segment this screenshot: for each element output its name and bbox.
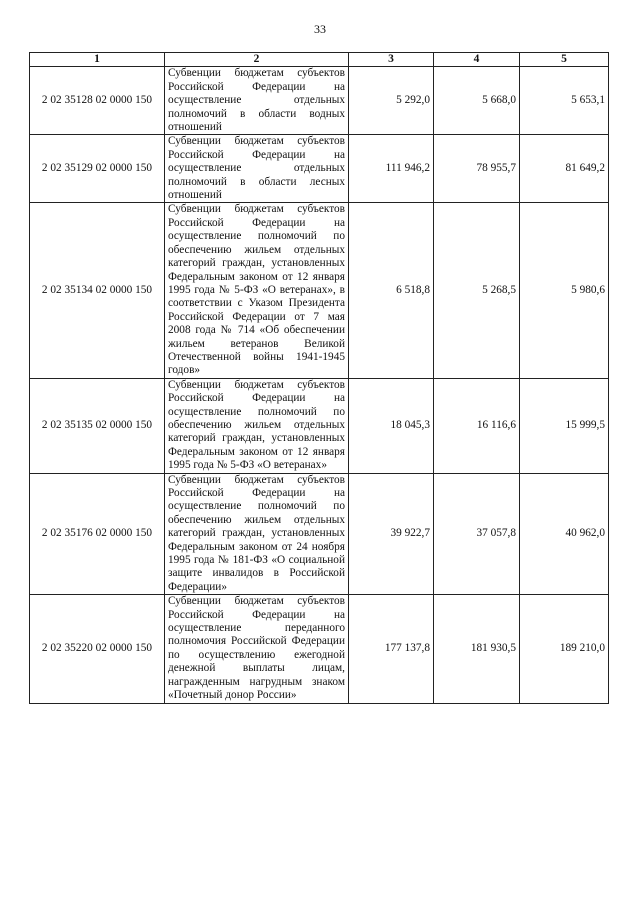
budget-table (29, 52, 609, 704)
column-header-5: 5 (520, 53, 609, 67)
value-column-5: 189 210,0 (520, 595, 609, 703)
row-description: Субвенции бюджетам субъектов Российской Федерации на осуществление отдельных полномочий в области лесных отношений (165, 135, 349, 203)
budget-code: 2 02 35128 02 0000 150 (30, 67, 165, 135)
budget-code: 2 02 35134 02 0000 150 (30, 203, 165, 378)
table-header-row (30, 53, 609, 67)
budget-code: 2 02 35135 02 0000 150 (30, 378, 165, 473)
column-header-4: 4 (434, 53, 520, 67)
value-column-3: 5 292,0 (349, 67, 434, 135)
value-column-4: 37 057,8 (434, 473, 520, 595)
row-description: Субвенции бюджетам субъектов Российской Федерации на осуществление полномочий по обеспечению жильем отдельных категорий граждан, установленных Федеральным законом от 12 января 1995 года № 5-ФЗ «О ветеранах» (165, 378, 349, 473)
table-row (30, 67, 609, 135)
row-description: Субвенции бюджетам субъектов Российской Федерации на осуществление полномочий по обеспечению жильем отдельных категорий граждан, установленных Федеральным законом от 12 января 1995 года № 5-ФЗ «О ветеранах», в соответствии с Указом Президента Российской Федерации от 7 мая 2008 года № 714 «Об обеспечении жильем ветеранов Великой Отечественной войны 1941-1945 годов» (165, 203, 349, 378)
row-description: Субвенции бюджетам субъектов Российской Федерации на осуществление отдельных полномочий в области водных отношений (165, 67, 349, 135)
value-column-5: 40 962,0 (520, 473, 609, 595)
value-column-4: 181 930,5 (434, 595, 520, 703)
value-column-3: 6 518,8 (349, 203, 434, 378)
table-row (30, 378, 609, 473)
row-description: Субвенции бюджетам субъектов Российской Федерации на осуществление переданного полномочия Российской Федерации по осуществлению ежегодной денежной выплаты лицам, награжденным нагрудным знаком «Почетный донор России» (165, 595, 349, 703)
value-column-3: 39 922,7 (349, 473, 434, 595)
value-column-5: 81 649,2 (520, 135, 609, 203)
value-column-4: 5 668,0 (434, 67, 520, 135)
value-column-3: 18 045,3 (349, 378, 434, 473)
table-row (30, 595, 609, 703)
value-column-5: 15 999,5 (520, 378, 609, 473)
value-column-4: 5 268,5 (434, 203, 520, 378)
budget-code: 2 02 35129 02 0000 150 (30, 135, 165, 203)
value-column-5: 5 653,1 (520, 67, 609, 135)
value-column-3: 111 946,2 (349, 135, 434, 203)
value-column-3: 177 137,8 (349, 595, 434, 703)
column-header-code: 1 (30, 53, 165, 67)
budget-code: 2 02 35220 02 0000 150 (30, 595, 165, 703)
value-column-4: 78 955,7 (434, 135, 520, 203)
table-row (30, 203, 609, 378)
table-row (30, 473, 609, 595)
column-header-description: 2 (165, 53, 349, 67)
row-description: Субвенции бюджетам субъектов Российской Федерации на осуществление полномочий по обеспечению жильем отдельных категорий граждан, установленных Федеральным законом от 24 ноября 1995 года № 181-ФЗ «О социальной защите инвалидов в Российской Федерации» (165, 473, 349, 595)
budget-code: 2 02 35176 02 0000 150 (30, 473, 165, 595)
table-row (30, 135, 609, 203)
value-column-5: 5 980,6 (520, 203, 609, 378)
value-column-4: 16 116,6 (434, 378, 520, 473)
page-number: 33 (314, 22, 326, 36)
column-header-3: 3 (349, 53, 434, 67)
